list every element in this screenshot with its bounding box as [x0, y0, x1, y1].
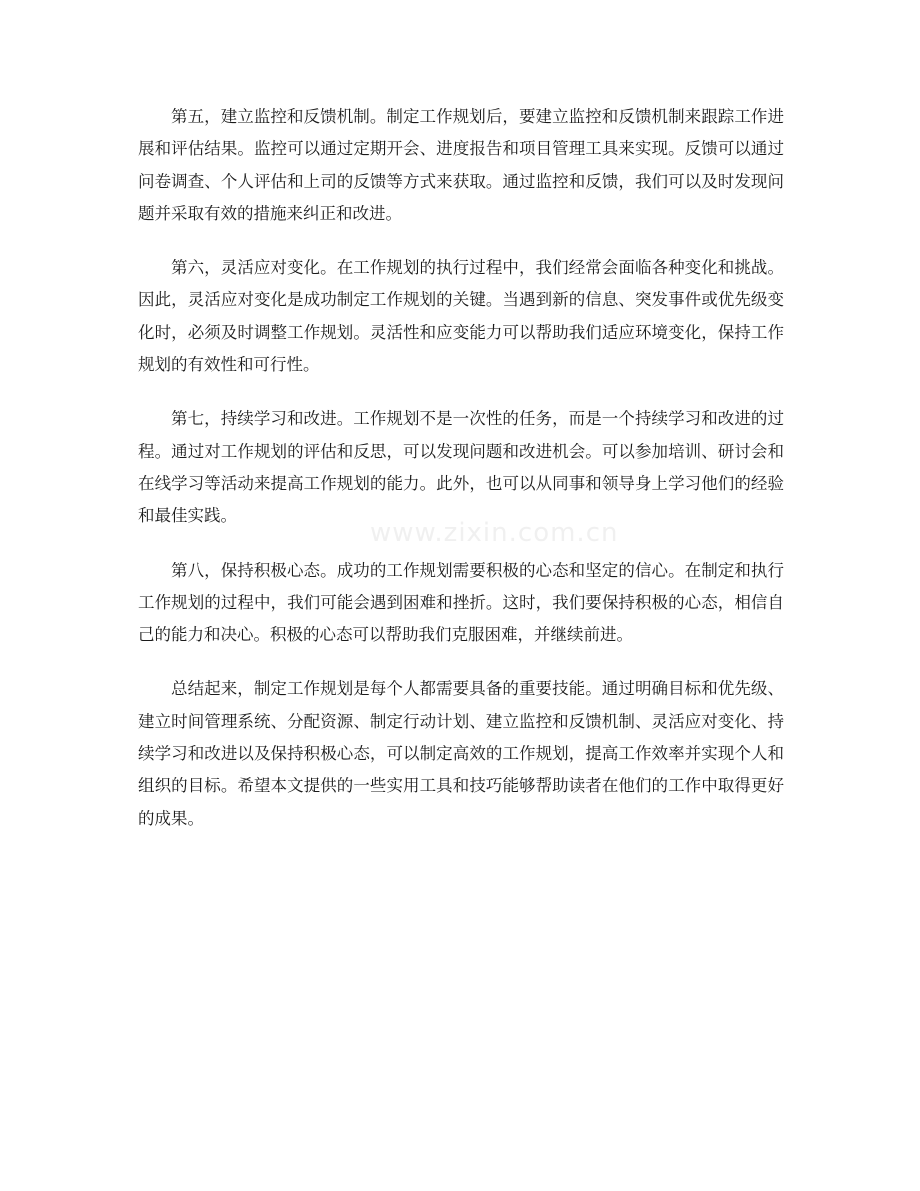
paragraph-continuous-learning: 第七，持续学习和改进。工作规划不是一次性的任务，而是一个持续学习和改进的过程。通过对工作规划的评估和反思，可以发现问题和改进机会。可以参加培训、研讨会和在线学习等活动来提高工作规划的能力。此外，也可以从同事和领导身上学习他们的经验和最佳实践。 [138, 409, 784, 526]
paragraph-conclusion: 总结起来，制定工作规划是每个人都需要具备的重要技能。通过明确目标和优先级、建立时间管理系统、分配资源、制定行动计划、建立监控和反馈机制、灵活应对变化、持续学习和改进以及保持积极心态，可以制定高效的工作规划，提高工作效率并实现个人和组织的目标。希望本文提供的一些实用工具和技巧能够帮助读者在他们的工作中取得更好的成果。 [138, 679, 784, 828]
watermark: www.zixin.com.cn [370, 518, 619, 548]
paragraph-positive-mindset: 第八，保持积极心态。成功的工作规划需要积极的心态和坚定的信心。在制定和执行工作规划的过程中，我们可能会遇到困难和挫折。这时，我们要保持积极的心态，相信自己的能力和决心。积极的心态可以帮助我们克服困难，并继续前进。 [138, 560, 784, 645]
paragraph-flexible-response: 第六，灵活应对变化。在工作规划的执行过程中，我们经常会面临各种变化和挑战。因此，灵活应对变化是成功制定工作规划的关键。当遇到新的信息、突发事件或优先级变化时，必须及时调整工作规划。灵活性和应变能力可以帮助我们适应环境变化，保持工作规划的有效性和可行性。 [138, 258, 784, 375]
paragraph-monitoring-feedback: 第五，建立监控和反馈机制。制定工作规划后，要建立监控和反馈机制来跟踪工作进展和评估结果。监控可以通过定期开会、进度报告和项目管理工具来实现。反馈可以通过问卷调查、个人评估和上司的反馈等方式来获取。通过监控和反馈，我们可以及时发现问题并采取有效的措施来纠正和改进。 [138, 107, 784, 223]
document-body [138, 101, 784, 857]
